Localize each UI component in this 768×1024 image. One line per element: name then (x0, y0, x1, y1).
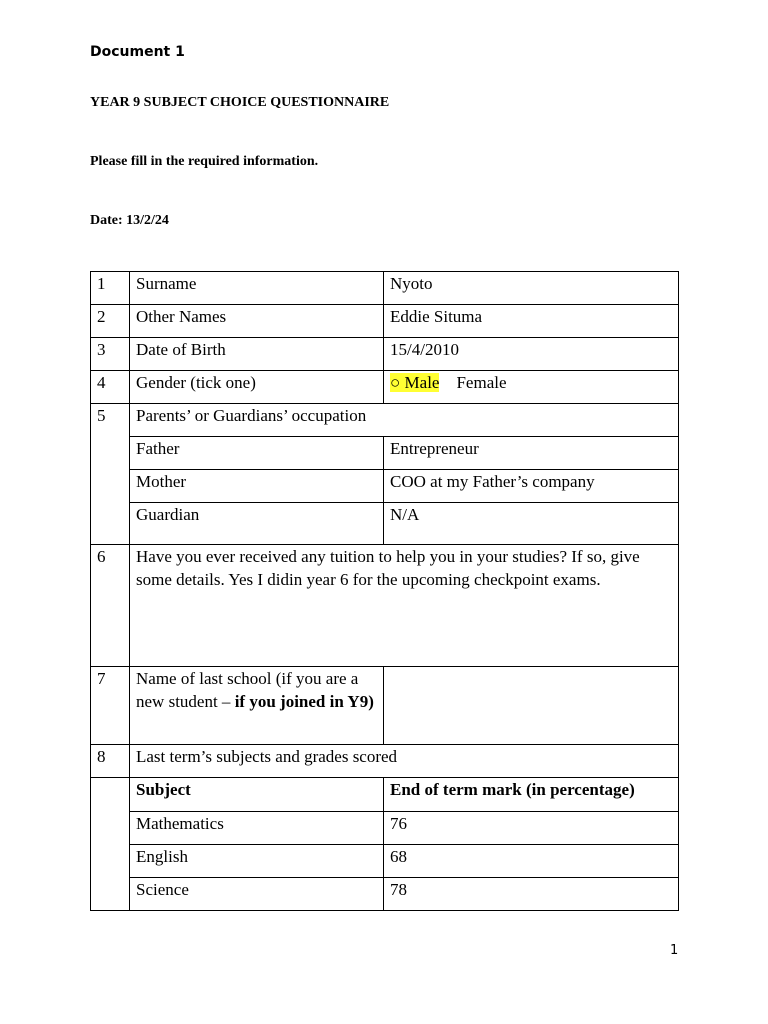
row-guardian (91, 503, 679, 545)
subjects-label: Last term’s subjects and grades scored (130, 745, 679, 778)
questionnaire-table (90, 271, 679, 911)
father-occupation-field[interactable]: Entrepreneur (384, 437, 679, 470)
male-label: Male (404, 373, 440, 392)
row-number: 2 (91, 305, 130, 338)
date-of-birth-label: Date of Birth (130, 338, 384, 371)
row-number: 3 (91, 338, 130, 371)
instruction-text: Please fill in the required information. (90, 154, 319, 169)
mother-occupation-field[interactable]: COO at my Father’s company (384, 470, 679, 503)
table-row (91, 878, 679, 911)
guardian-label: Guardian (130, 503, 384, 545)
row-number: 5 (91, 404, 130, 545)
row-occupation-header (91, 404, 679, 437)
surname-label: Surname (130, 272, 384, 305)
row-surname (91, 272, 679, 305)
row-mother (91, 470, 679, 503)
male-option[interactable] (390, 373, 439, 392)
row-number: 7 (91, 667, 130, 745)
other-names-label: Other Names (130, 305, 384, 338)
subject-mark-field[interactable]: 78 (384, 878, 679, 911)
mark-column-header: End of term mark (in percentage) (384, 778, 679, 812)
row-number: 6 (91, 545, 130, 667)
last-school-label-plain: Name of last school (if you are a new student – (136, 669, 359, 711)
subject-name: Mathematics (130, 812, 384, 845)
surname-field[interactable]: Nyoto (384, 272, 679, 305)
row-date-of-birth (91, 338, 679, 371)
gender-options (384, 371, 679, 404)
female-option[interactable]: Female (456, 373, 507, 392)
row-last-school (91, 667, 679, 745)
empty-cell (91, 778, 130, 911)
row-father (91, 437, 679, 470)
table-row (91, 845, 679, 878)
subject-name: English (130, 845, 384, 878)
subject-mark-field[interactable]: 68 (384, 845, 679, 878)
date-line: Date: 13/2/24 (90, 213, 169, 228)
subject-column-header: Subject (130, 778, 384, 812)
row-number: 8 (91, 745, 130, 778)
tuition-question-field[interactable]: Have you ever received any tuition to help you in your studies? If so, give some details. Yes I didin year 6 for the upcoming checkpoint exams. (130, 545, 679, 667)
guardian-occupation-field[interactable]: N/A (384, 503, 679, 545)
gender-label: Gender (tick one) (130, 371, 384, 404)
subjects-column-headers (91, 778, 679, 812)
mother-label: Mother (130, 470, 384, 503)
occupation-label: Parents’ or Guardians’ occupation (130, 404, 679, 437)
questionnaire-heading: YEAR 9 SUBJECT CHOICE QUESTIONNAIRE (90, 95, 390, 110)
subject-mark-field[interactable]: 76 (384, 812, 679, 845)
document-title: Document 1 (90, 44, 185, 60)
other-names-field[interactable]: Eddie Situma (384, 305, 679, 338)
row-subjects-header (91, 745, 679, 778)
table-row (91, 812, 679, 845)
row-number: 1 (91, 272, 130, 305)
row-gender (91, 371, 679, 404)
father-label: Father (130, 437, 384, 470)
last-school-field[interactable] (384, 667, 679, 745)
last-school-label-bold: if you joined in Y9) (234, 692, 374, 711)
page-number: 1 (670, 943, 679, 958)
subject-name: Science (130, 878, 384, 911)
last-school-label (130, 667, 384, 745)
row-number: 4 (91, 371, 130, 404)
date-of-birth-field[interactable]: 15/4/2010 (384, 338, 679, 371)
row-other-names (91, 305, 679, 338)
radio-icon[interactable]: ○ (390, 373, 401, 392)
row-tuition (91, 545, 679, 667)
